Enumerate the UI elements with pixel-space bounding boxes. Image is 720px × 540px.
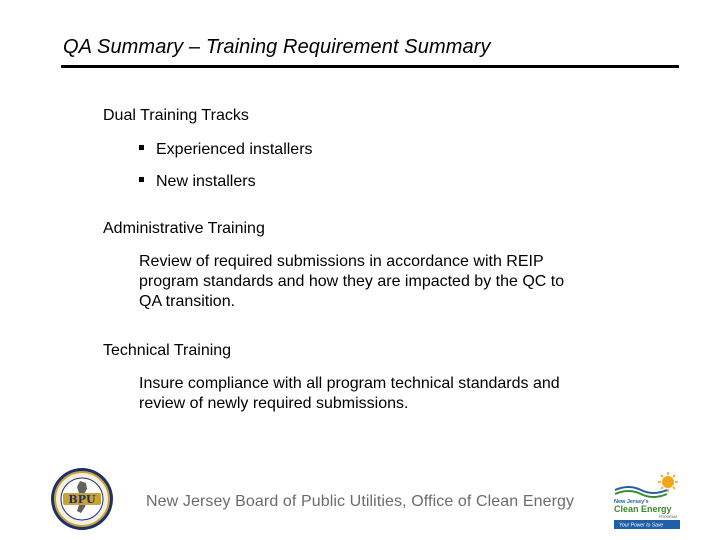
paragraph-technical [139, 374, 639, 414]
cep-logo-line2: Clean Energy [614, 504, 672, 514]
bullet-item [139, 140, 313, 160]
paragraph-line: QA transition. [139, 293, 236, 310]
cep-logo-tagline: Your Power to Save [619, 522, 664, 529]
title-divider [61, 65, 679, 68]
paragraph-administrative [139, 252, 639, 312]
square-bullet-icon [139, 145, 144, 150]
section-heading-technical: Technical Training [103, 342, 232, 359]
section-heading-administrative: Administrative Training [103, 220, 265, 237]
section-heading-dual-tracks: Dual Training Tracks [103, 107, 249, 124]
bpu-seal-logo [50, 467, 114, 536]
cep-logo-line3: PROGRAM [659, 515, 678, 519]
square-bullet-icon [139, 177, 144, 182]
bpu-logo-text: BPU [68, 493, 96, 506]
sun-icon [658, 472, 678, 492]
footer-organization: New Jersey Board of Public Utilities, Office of Clean Energy [146, 493, 575, 510]
paragraph-line: review of newly required submissions. [139, 395, 409, 412]
bullet-text: New installers [156, 173, 256, 190]
clean-energy-program-logo [611, 472, 683, 539]
paragraph-line: Review of required submissions in accordance with REIP [139, 253, 544, 270]
bullet-text: Experienced installers [156, 141, 313, 158]
paragraph-line: Insure compliance with all program technical standards and [139, 375, 560, 392]
cep-logo-line1: New Jersey's [614, 499, 649, 505]
paragraph-line: program standards and how they are impacted by the QC to [139, 273, 565, 290]
bullet-item [139, 172, 256, 192]
slide-title: QA Summary – Training Requirement Summary [63, 36, 491, 58]
